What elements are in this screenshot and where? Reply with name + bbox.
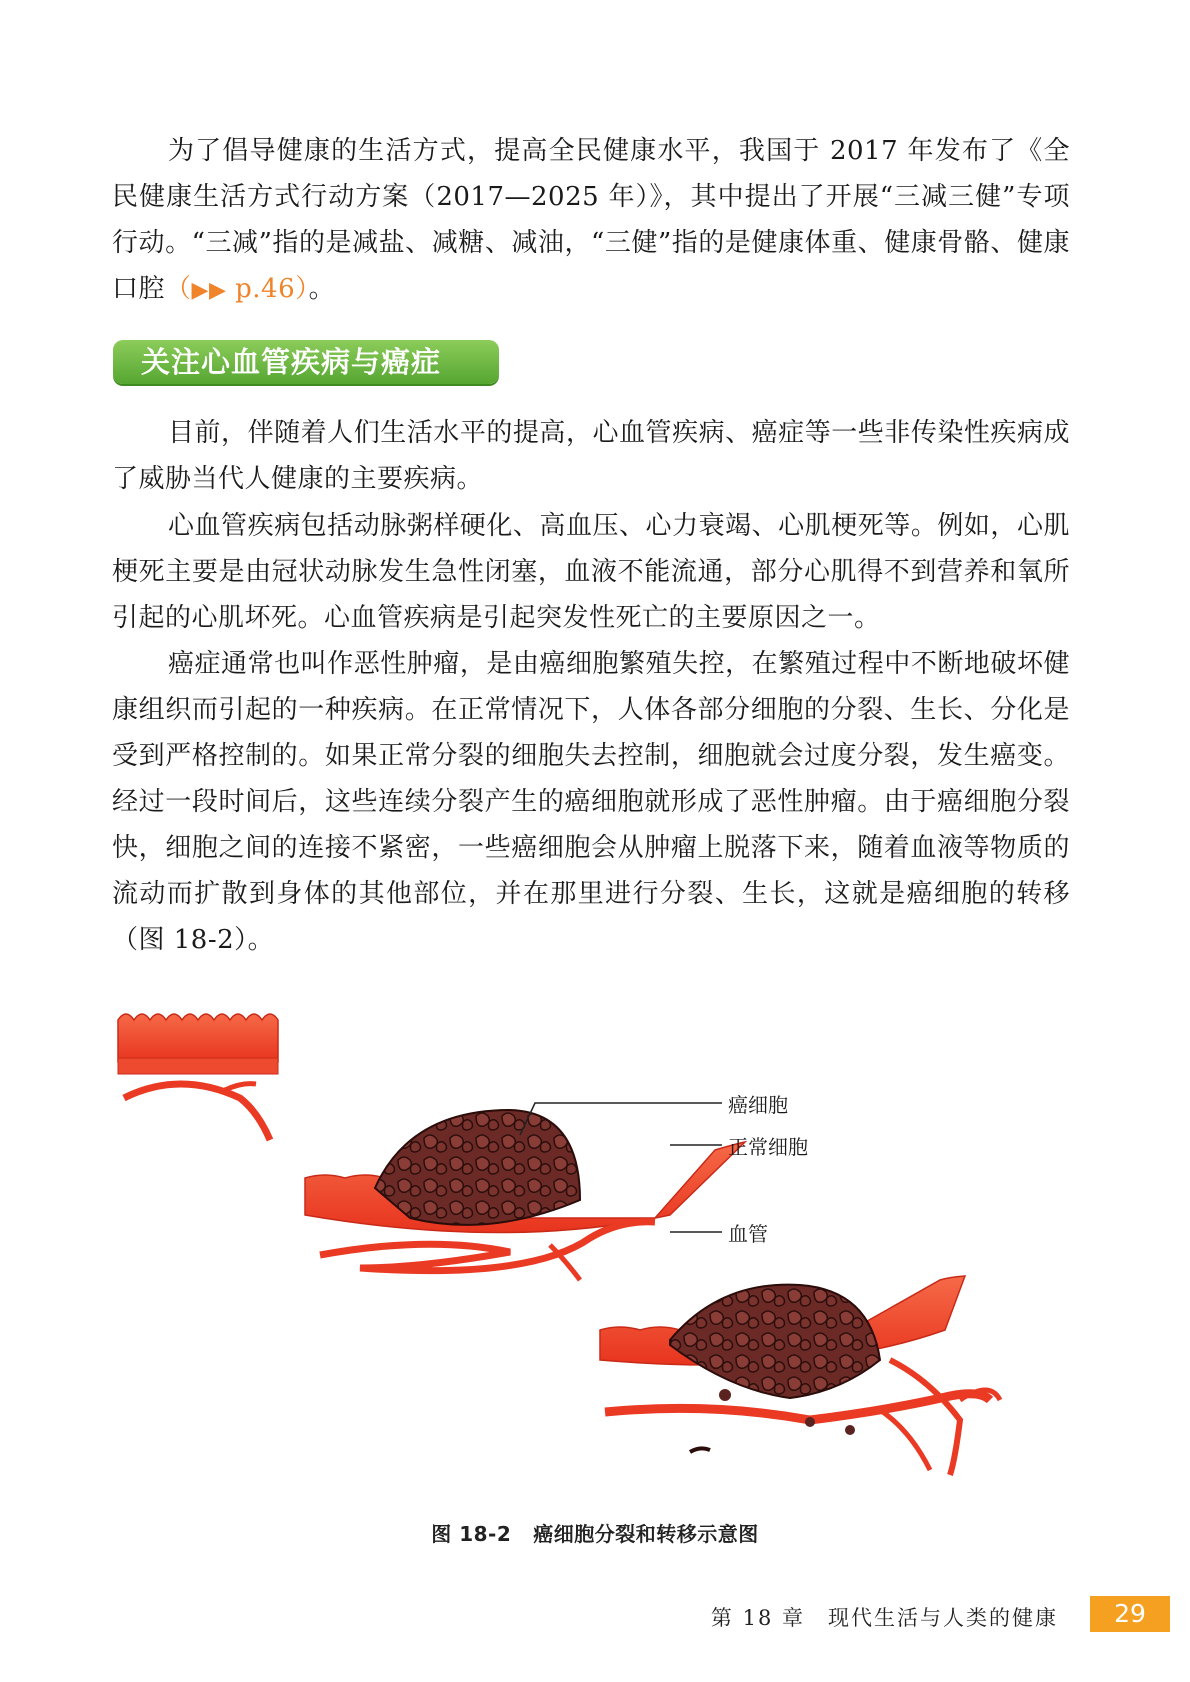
paragraph-text: 为了倡导健康的生活方式，提高全民健康水平，我国于 2017 年发布了《全民健康生活方式行动方案（2017—2025 年）》，其中提出了开展“三减三健”专项行动。“三减”指的是减盐、减糖、减油，“三健”指的是健康体重、健康骨骼、健康口腔 [112, 136, 1070, 304]
footer-chapter-title: 第 18 章 现代生活与人类的健康 [710, 1606, 1058, 1630]
paragraph-cancer: 癌症通常也叫作恶性肿瘤，是由癌细胞繁殖失控，在繁殖过程中不断地破坏健康组织而引起的一种疾病。在正常情况下，人体各部分细胞的分裂、生长、分化是受到严格控制的。如果正常分裂的细胞失去控制，细胞就会过度分裂，发生癌变。经过一段时间后，这些连续分裂产生的癌细胞就形成了恶性肿瘤。由于癌细胞分裂快，细胞之间的连接不紧密，一些癌细胞会从肿瘤上脱落下来，随着血液等物质的流动而扩散到身体的其他部位，并在那里进行分裂、生长，这就是癌细胞的转移（图 18-2）。 [112, 649, 1070, 955]
normal-tissue-panel [118, 1014, 278, 1140]
play-arrows-icon: ▶▶ [191, 278, 227, 303]
paragraph-noncommunicable-diseases: 目前，伴随着人们生活水平的提高，心血管疾病、癌症等一些非传染性疾病成了威胁当代人健康的主要疾病。 [112, 418, 1070, 494]
label-blood-vessel: 血管 [728, 1222, 768, 1246]
figure-illustration [110, 1000, 1080, 1480]
figure-caption [0, 1518, 1190, 1547]
label-normal-cell: 正常细胞 [728, 1135, 808, 1159]
figure-caption-text: 癌细胞分裂和转移示意图 [533, 1522, 759, 1546]
cancer-metastasis-figure [110, 1000, 1080, 1480]
label-cancer-cell: 癌细胞 [728, 1093, 788, 1117]
metastasis-panel [600, 1276, 1000, 1475]
page-cross-reference[interactable]: （▶▶ p.46） [165, 274, 309, 304]
figure-caption-number: 图 18-2 [431, 1522, 512, 1546]
page-number-badge: 29 [1090, 1596, 1170, 1632]
paragraph-healthy-lifestyle: 为了倡导健康的生活方式，提高全民健康水平，我国于 2017 年发布了《全民健康生活方式行动方案（2017—2025 年）》，其中提出了开展“三减三健”专项行动。“三减”指的是减盐、减糖、减油，“三健”指的是健康体重、健康骨骼、健康口腔（▶▶ p.46）。 [112, 136, 1070, 304]
section-heading: 关注心血管疾病与癌症 [113, 340, 499, 384]
paragraph-cardiovascular: 心血管疾病包括动脉粥样硬化、高血压、心力衰竭、心肌梗死等。例如，心肌梗死主要是由冠状动脉发生急性闭塞，血液不能流通，部分心肌得不到营养和氧所引起的心肌坏死。心血管疾病是引起突发性死亡的主要原因之一。 [112, 511, 1070, 633]
tumor-formation-panel [305, 1110, 745, 1280]
